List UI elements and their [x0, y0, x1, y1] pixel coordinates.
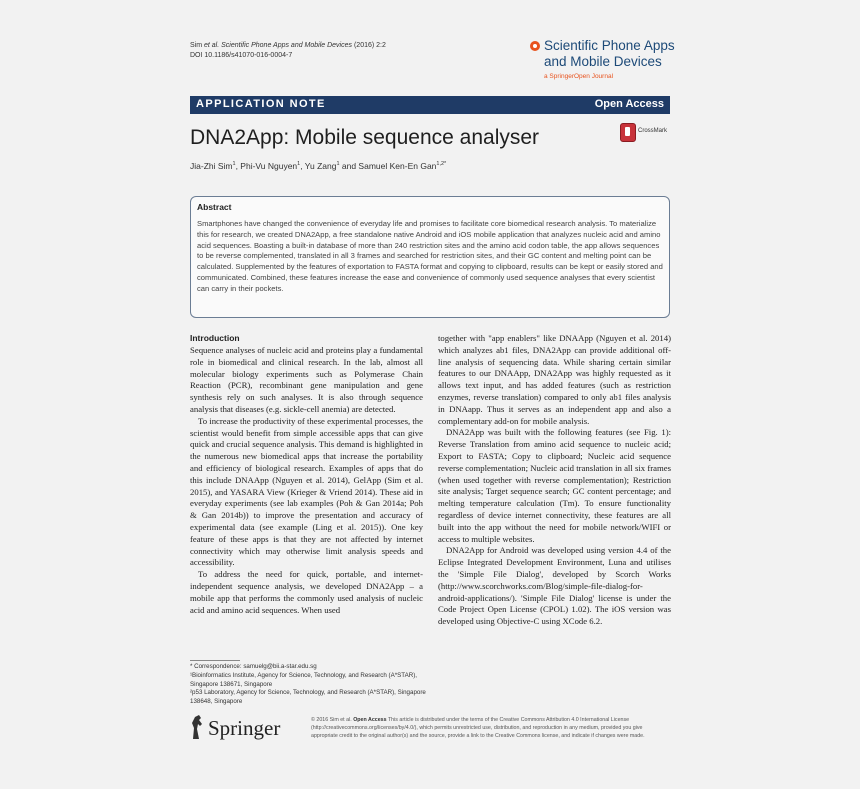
citation-etal: et al.	[204, 42, 220, 49]
affiliation-mark: 1	[297, 161, 301, 168]
logo-line1: Scientific Phone Apps	[544, 38, 675, 53]
section-heading: Introduction	[190, 333, 240, 343]
springer-horse-icon	[190, 714, 204, 740]
open-access-bold: Open Access	[353, 717, 387, 723]
springer-logo	[190, 714, 305, 744]
paragraph: DNA2App was built with the following features (see Fig. 1): Reverse Translation from amino acid sequence to nucleic acid; Export to FASTA; Copy to clipboard; Nucleic acid sequence reverse complementation; Nucleic acid translation in all six frames (when used together with reverse complementation); Restriction site analysis; Target sequence search; GC content percentage; and melting temperature calculation (Tm). To ensure functionality regardless of device internet connectivity, these features are all built into the app without the need for mobile network/WIFI or access to multiple websites.	[438, 427, 671, 544]
springeropen-logo-icon	[530, 41, 540, 51]
crossmark-label: CrossMark	[638, 128, 668, 134]
author-name: , Yu Zang	[300, 161, 337, 171]
affiliation: ²p53 Laboratory, Agency for Science, Technology, and Research (A*STAR), Singapore 138648, Singapore	[190, 689, 426, 706]
logo-subtitle: a SpringerOpen Journal	[544, 73, 614, 80]
body-column-left	[190, 333, 423, 616]
logo-line2: and Mobile Devices	[544, 54, 662, 69]
copyright-prefix: © 2016 Sim et al.	[311, 717, 354, 723]
crossmark-badge[interactable]	[620, 123, 676, 141]
paragraph: together with "app enablers" like DNAApp (Nguyen et al. 2014) which analyzes ab1 files, DNA2App can provide additional off-line analysis of sequencing data. While sharing certain similar features to our DNAApp, DNA2App was highly requested as it allows text input, and has added features (such as restriction enzymes, reverse translation) compared to only ab1 files analysis in DNAapp. Thus it serves as an independent app and also a complementary add-on for mobile analysis.	[438, 333, 671, 426]
affiliation-mark: 1	[232, 161, 236, 168]
paper-title: DNA2App: Mobile sequence analyser	[190, 126, 540, 149]
citation-line	[190, 41, 386, 51]
author-name: and Samuel Ken-En Gan	[339, 161, 437, 171]
springer-wordmark: Springer	[208, 716, 281, 740]
paragraph: To increase the productivity of these experimental processes, the scientist would benefit from simple accessible apps that can give quick and crucial sequence analysis. This demand is highlighted in the numerous new biomedical apps that increase the portability and efficiency of biological research. Examples of apps that do this include DNAApp (Nguyen et al. 2014), GelApp (Sim et al. 2015), and YASARA View (Krieger & Vriend 2014). These aid in everyday experiments (see lab examples (Poh & Gan 2014a; Poh & Gan 2014b)) to improve the presentation and accuracy of experimental data (see example (Ling et al. 2015)). One key feature of these apps is that they are not affected by internet connectivity which may otherwise limit analysis speeds and accessibility.	[190, 415, 423, 568]
article-type: APPLICATION NOTE	[196, 98, 326, 110]
citation-authors: Sim	[190, 42, 204, 49]
footnote-divider	[190, 660, 240, 661]
paragraph: DNA2App for Android was developed using version 4.4 of the Eclipse Integrated Development Environment, Luna and utilises the 'Simple File Dialog', developed by Scorch Works (http://www.scorchworks.com/Blog/simple-file-dialog-for-android-applications/). 'Simple File Dialog' license is under the Code Project Open License (CPOL) 1.02). The iOS version was developed using Objective-C using XCode 6.2.	[438, 545, 671, 627]
abstract-box	[190, 196, 670, 318]
citation-journal: Scientific Phone Apps and Mobile Devices	[221, 42, 353, 49]
paragraph: Sequence analyses of nucleic acid and proteins play a fundamental role in biomedical and clinical research. In the lab, almost all molecular biology experiments such as Polymerase Chain Reaction (PCR), recombinant gene manipulation and gene synthesis rely on such analyses. It is also through sequence analysis that diseases (e.g. sickle-cell anemia) are detected.	[190, 345, 423, 414]
affiliation: ¹Bioinformatics Institute, Agency for Science, Technology, and Research (A*STAR), Singapore 138671, Singapore	[190, 671, 417, 688]
affiliation-mark: 1	[336, 161, 340, 168]
paragraph: To address the need for quick, portable, and internet-independent sequence analysis, we developed DNA2App – a mobile app that performs the commonly used analysis of nucleic acid and amino acid sequences. When used	[190, 569, 423, 615]
citation-year-vol: (2016) 2:2	[353, 42, 386, 49]
article-type-banner	[190, 96, 670, 114]
author-name: Jia-Zhi Sim	[190, 161, 233, 171]
open-access-label: Open Access	[594, 98, 664, 110]
author-name: , Phi-Vu Nguyen	[235, 161, 298, 171]
license-text: This article is distributed under the terms of the Creative Commons Attribution 4.0 International License (http://creativecommons.org/licenses/by/4.0/), which permits unrestricted use, distribution, and reproduction in any medium, provided you give appropriate credit to the original author(s) and the source, provide a link to the Creative Commons license, and indicate if changes were made.	[311, 717, 645, 740]
citation-block	[190, 41, 386, 61]
author-list	[190, 161, 446, 171]
footnotes	[190, 663, 430, 707]
correspondence: * Correspondence: samuelg@bii.a-star.edu.sg	[190, 663, 317, 670]
crossmark-icon	[620, 123, 636, 142]
body-column-right	[438, 333, 671, 628]
affiliation-mark: 1,2*	[436, 161, 447, 168]
license-statement	[311, 716, 661, 741]
abstract-heading: Abstract	[197, 202, 232, 212]
doi: DOI 10.1186/s41070-016-0004-7	[190, 52, 293, 59]
abstract-text: Smartphones have changed the convenience of everyday life and promises to facilitate core biomedical research analysis. To materialize this for research, we created DNA2App, a free standalone native Android and iOS mobile application that analyzes nucleic acid and amino acid sequences. Boasting a built-in database of more than 240 restriction sites and the amino acid codon table, the app allows sequences to be reverse complemented, translated in all 3 frames and searched for restriction sites, and their GC content and melting point can be calculated. Supplemented by the features of exportation to FASTA format and copying to clipboard, results can be kept or easily stored and communicated. Combined, these features increase the ease and convenience of commonly used sequence analyses that every scientist can carry in their pockets.	[197, 219, 663, 293]
